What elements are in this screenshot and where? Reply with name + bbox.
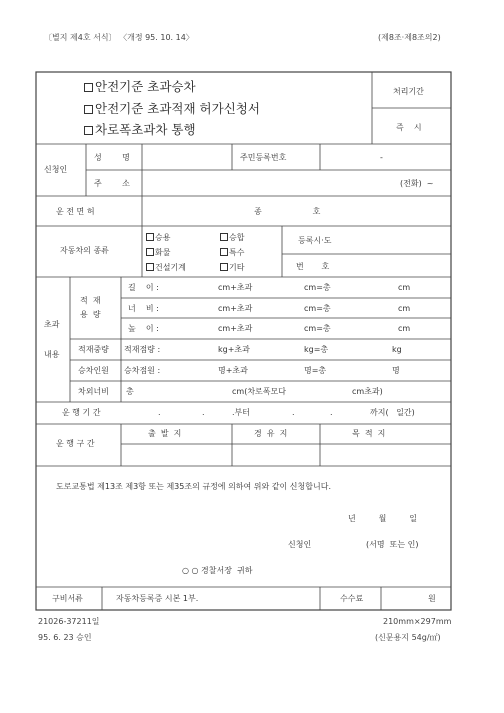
passenger-label: 승차인원 (78, 366, 109, 375)
load-capacity-label-1: 적 재 (80, 296, 101, 305)
checkbox-icon[interactable] (84, 83, 93, 92)
application-statement: 도로교통법 제13조 제3항 또는 제35조의 규정에 의하여 위와 같이 신청합니다. (56, 482, 331, 491)
load-weight-total: kg=총 (304, 345, 329, 354)
applicant-section-label: 신청인 (44, 165, 68, 174)
option-other[interactable]: 기타 (220, 263, 244, 272)
option-construction[interactable]: 건설기계 (146, 263, 186, 272)
phone-label: (전화) ~ (400, 179, 434, 188)
vehicle-width-lane: cm(차로폭모다 (232, 387, 286, 396)
period-dot-1: . (158, 408, 161, 417)
processing-value: 즉 시 (396, 123, 422, 132)
height-unit: cm (398, 324, 411, 333)
documents-value: 자동차등록증 시본 1부. (116, 594, 199, 603)
period-dot-2: . (202, 408, 205, 417)
signature-field[interactable]: (서명 또는 인) (366, 540, 419, 549)
vehicle-width-excess: cm초과) (352, 387, 383, 396)
load-weight-label: 적재중량 (78, 345, 109, 354)
option-van[interactable]: 승합 (220, 233, 244, 242)
paper-size: 210mm×297mm (383, 617, 452, 626)
route-label: 운 행 구 간 (56, 439, 95, 448)
license-value-label: 종 호 (254, 207, 321, 216)
vehicle-width-total: 총 (126, 387, 134, 396)
passenger-total: 명=총 (304, 366, 327, 375)
name-label: 성 명 (94, 153, 130, 162)
form-label: 〔별지 제4호 서식〕 〈개정 95. 10. 14〉 (44, 33, 194, 42)
load-weight-desc: 적재점량 : (124, 345, 161, 354)
approval-date: 95. 6. 23 승인 (38, 633, 92, 642)
date-line[interactable]: 년 월 일 (348, 514, 417, 523)
departure-label: 출 발 지 (148, 429, 182, 438)
period-label: 운 행 기 간 (62, 408, 101, 417)
title-line-2: 안전기준 초과적재 허가신청서 (84, 103, 260, 116)
option-passenger-car[interactable]: 승용 (146, 233, 170, 242)
period-from: .부터 (232, 408, 250, 417)
length-total: cm=총 (304, 283, 331, 292)
fee-label: 수수료 (340, 594, 364, 603)
excess-label-2: 내용 (44, 350, 60, 359)
paper-type: (신문용지 54g/㎡) (375, 633, 441, 642)
article-reference: (제8조·제8조의2) (378, 33, 441, 42)
checkbox-icon[interactable] (220, 233, 228, 241)
address-label: 주 소 (94, 179, 130, 188)
checkbox-icon[interactable] (84, 105, 93, 114)
excess-label-1: 초과 (44, 320, 60, 329)
processing-label: 처리기간 (393, 87, 424, 96)
period-until: 까지( 일간) (370, 408, 415, 417)
length-unit: cm (398, 283, 411, 292)
height-plus-excess: cm+초과 (218, 324, 253, 333)
length-plus-excess: cm+초과 (218, 283, 253, 292)
rrn-label: 주민등록번호 (240, 153, 287, 162)
reg-city-label: 등록시·도 (298, 236, 332, 245)
checkbox-icon[interactable] (220, 248, 228, 256)
checkbox-icon[interactable] (220, 263, 228, 271)
form-number: 21026-37211일 (38, 617, 100, 626)
via-label: 경 유 지 (254, 429, 288, 438)
height-label: 높 이 : (128, 324, 159, 333)
vehicle-type-label: 자동차의 종류 (60, 246, 109, 255)
passenger-unit: 명 (392, 366, 400, 375)
length-label: 길 이 : (128, 283, 159, 292)
passenger-plus-excess: 명+초과 (218, 366, 248, 375)
vehicle-width-label: 차외너비 (78, 387, 109, 396)
addressee: ○ ○ 경찰서장 귀하 (182, 566, 253, 575)
signer-label: 신청인 (288, 540, 312, 549)
period-dot-4: . (330, 408, 333, 417)
checkbox-icon[interactable] (84, 126, 93, 135)
width-label: 너 비 : (128, 304, 159, 313)
width-plus-excess: cm+초과 (218, 304, 253, 313)
checkbox-icon[interactable] (146, 263, 154, 271)
title-line-1: 안전기준 초과승차 (84, 81, 196, 94)
checkbox-icon[interactable] (146, 233, 154, 241)
load-weight-unit: kg (392, 345, 402, 354)
license-label: 운 전 면 허 (56, 207, 95, 216)
option-truck[interactable]: 화물 (146, 248, 170, 257)
destination-label: 목 적 지 (352, 429, 386, 438)
width-unit: cm (398, 304, 411, 313)
width-total: cm=총 (304, 304, 331, 313)
period-dot-3: . (292, 408, 295, 417)
documents-label: 구비서류 (52, 594, 83, 603)
rrn-value[interactable]: - (380, 153, 383, 162)
title-line-3: 차로폭초과차 통행 (84, 124, 196, 137)
fee-unit: 원 (428, 594, 436, 603)
option-special[interactable]: 특수 (220, 248, 244, 257)
vehicle-number-label: 번 호 (296, 262, 330, 271)
height-total: cm=총 (304, 324, 331, 333)
load-capacity-label-2: 용 량 (80, 310, 101, 319)
passenger-desc: 승차점원 : (124, 366, 161, 375)
load-weight-plus-excess: kg+초과 (218, 345, 250, 354)
checkbox-icon[interactable] (146, 248, 154, 256)
